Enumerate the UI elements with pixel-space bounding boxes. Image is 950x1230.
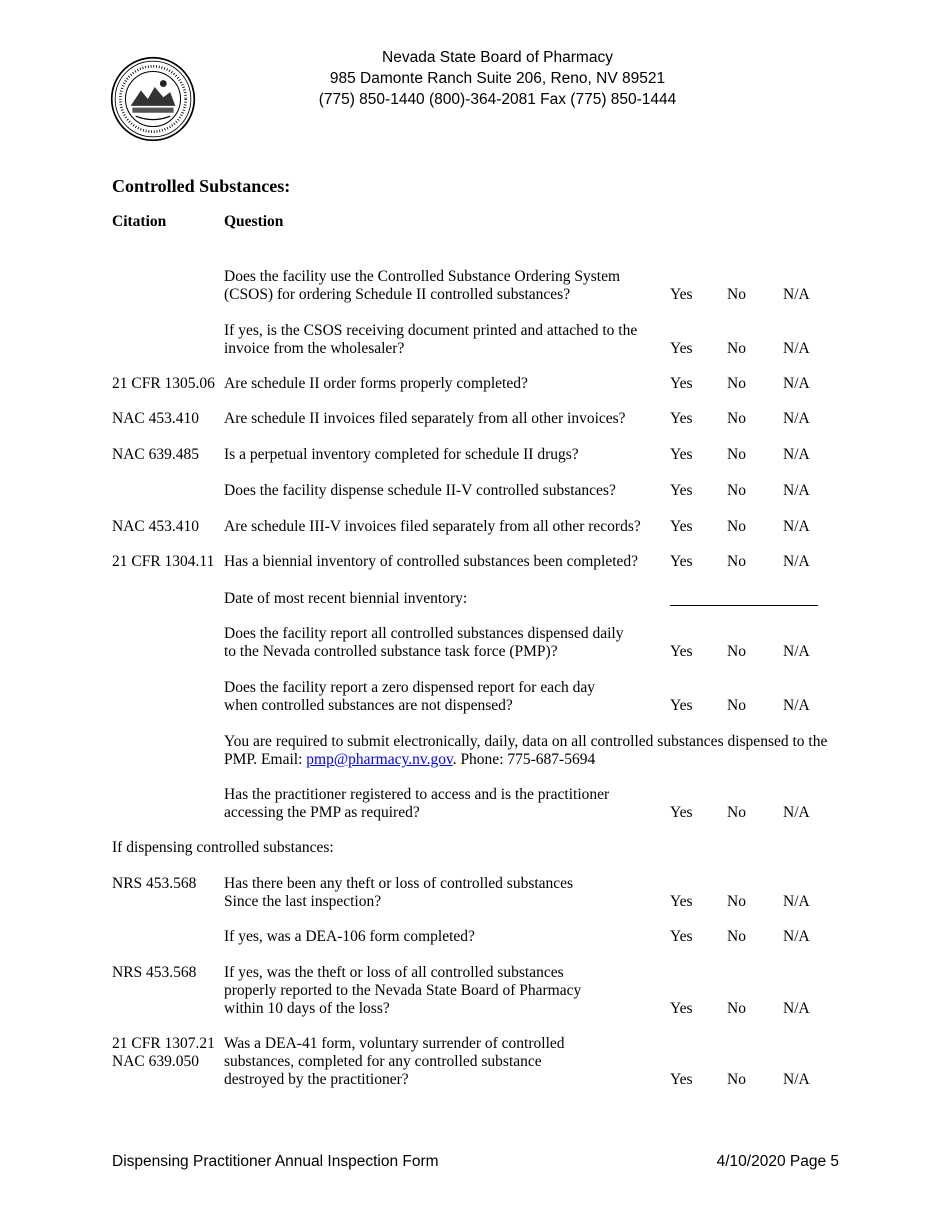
citation: 21 CFR 1305.06: [112, 375, 215, 392]
question-row: [0, 446, 950, 464]
question-row: [0, 410, 950, 428]
question-text: Does the facility report all controlled substances dispensed daily to the Nevada controlled substance task force (PMP)?: [224, 625, 624, 660]
citation: NAC 453.410: [112, 410, 199, 427]
yes-option[interactable]: Yes: [670, 928, 693, 945]
question-row: [0, 553, 950, 571]
yes-option[interactable]: Yes: [670, 804, 693, 821]
question-text: If yes, was a DEA-106 form completed?: [224, 928, 475, 945]
question-text: Does the facility dispense schedule II-V controlled substances?: [224, 482, 616, 499]
yes-option[interactable]: Yes: [670, 643, 693, 660]
yes-option[interactable]: Yes: [670, 375, 693, 392]
no-option[interactable]: No: [727, 375, 746, 392]
no-option[interactable]: No: [727, 518, 746, 535]
question-text: Date of most recent biennial inventory:: [224, 590, 468, 607]
question-row: [0, 375, 950, 393]
question-row: [0, 928, 950, 946]
citation: NAC 639.485: [112, 446, 199, 463]
yes-option[interactable]: Yes: [670, 1000, 693, 1017]
pmp-requirement-note: [0, 733, 950, 769]
note-text: You are required to submit electronically, daily, data on all controlled substances dispensed to the PMP. Email: pmp@pharmacy.nv.gov. Phone: 775-687-5694: [224, 733, 828, 768]
no-option[interactable]: No: [727, 410, 746, 427]
question-row: [0, 1035, 950, 1089]
na-option[interactable]: N/A: [783, 482, 810, 499]
yes-option[interactable]: Yes: [670, 410, 693, 427]
question-row: [0, 786, 950, 822]
no-option[interactable]: No: [727, 1071, 746, 1088]
yes-option[interactable]: Yes: [670, 1071, 693, 1088]
question-text: Are schedule II order forms properly completed?: [224, 375, 528, 392]
dispensing-subheading: If dispensing controlled substances:: [112, 839, 334, 856]
na-option[interactable]: N/A: [783, 1071, 810, 1088]
pmp-email-link[interactable]: pmp@pharmacy.nv.gov: [306, 751, 453, 768]
question-text: Are schedule II invoices filed separately from all other invoices?: [224, 410, 626, 427]
no-option[interactable]: No: [727, 286, 746, 303]
na-option[interactable]: N/A: [783, 446, 810, 463]
question-row: [0, 268, 950, 304]
biennial-inventory-date-field[interactable]: [670, 588, 818, 606]
na-option[interactable]: N/A: [783, 697, 810, 714]
question-text: If yes, was the theft or loss of all controlled substances properly reported to the Nevada State Board of Pharmacy within 10 days of the loss?: [224, 964, 582, 1017]
question-text: Has the practitioner registered to access and is the practitioner accessing the PMP as required?: [224, 786, 610, 821]
na-option[interactable]: N/A: [783, 286, 810, 303]
board-phone: (775) 850-1440 (800)-364-2081 Fax (775) 850-1444: [318, 91, 677, 108]
na-option[interactable]: N/A: [783, 804, 810, 821]
na-option[interactable]: N/A: [783, 410, 810, 427]
question-text: Does the facility report a zero dispensed report for each day when controlled substances are not dispensed?: [224, 679, 595, 714]
question-row: [0, 518, 950, 536]
question-text: Is a perpetual inventory completed for schedule II drugs?: [224, 446, 579, 463]
question-row: [0, 679, 950, 715]
yes-option[interactable]: Yes: [670, 482, 693, 499]
question-text: Does the facility use the Controlled Substance Ordering System (CSOS) for ordering Schedule II controlled substances?: [224, 268, 621, 303]
question-row: [0, 482, 950, 500]
footer-date-page: 4/10/2020 Page 5: [716, 1153, 839, 1170]
yes-option[interactable]: Yes: [670, 553, 693, 570]
no-option[interactable]: No: [727, 340, 746, 357]
no-option[interactable]: No: [727, 928, 746, 945]
na-option[interactable]: N/A: [783, 1000, 810, 1017]
question-column-header: Question: [224, 213, 284, 230]
citation: NAC 453.410: [112, 518, 199, 535]
yes-option[interactable]: Yes: [670, 446, 693, 463]
letterhead: [0, 47, 950, 110]
na-option[interactable]: N/A: [783, 375, 810, 392]
citation: 21 CFR 1307.21 NAC 639.050: [112, 1035, 215, 1070]
citation: NRS 453.568: [112, 964, 197, 981]
question-text: If yes, is the CSOS receiving document printed and attached to the invoice from the wholesaler?: [224, 322, 638, 357]
question-text: Has there been any theft or loss of controlled substances Since the last inspection?: [224, 875, 574, 910]
no-option[interactable]: No: [727, 643, 746, 660]
yes-option[interactable]: Yes: [670, 697, 693, 714]
no-option[interactable]: No: [727, 697, 746, 714]
citation-column-header: Citation: [112, 213, 167, 230]
no-option[interactable]: No: [727, 446, 746, 463]
section-title: Controlled Substances:: [112, 176, 291, 196]
na-option[interactable]: N/A: [783, 553, 810, 570]
no-option[interactable]: No: [727, 1000, 746, 1017]
no-option[interactable]: No: [727, 482, 746, 499]
question-row: [0, 590, 950, 608]
yes-option[interactable]: Yes: [670, 893, 693, 910]
no-option[interactable]: No: [727, 804, 746, 821]
yes-option[interactable]: Yes: [670, 340, 693, 357]
na-option[interactable]: N/A: [783, 643, 810, 660]
question-row: [0, 875, 950, 911]
question-row: [0, 625, 950, 661]
na-option[interactable]: N/A: [783, 340, 810, 357]
board-address: 985 Damonte Ranch Suite 206, Reno, NV 89521: [329, 70, 666, 87]
question-text: Are schedule III-V invoices filed separately from all other records?: [224, 518, 641, 535]
question-row: [0, 322, 950, 358]
board-name: Nevada State Board of Pharmacy: [382, 49, 613, 66]
no-option[interactable]: No: [727, 553, 746, 570]
yes-option[interactable]: Yes: [670, 286, 693, 303]
question-row: [0, 964, 950, 1018]
na-option[interactable]: N/A: [783, 893, 810, 910]
no-option[interactable]: No: [727, 893, 746, 910]
citation: 21 CFR 1304.11: [112, 553, 215, 570]
yes-option[interactable]: Yes: [670, 518, 693, 535]
citation: NRS 453.568: [112, 875, 197, 892]
question-text: Was a DEA-41 form, voluntary surrender of controlled substances, completed for any controlled substance destroyed by the practitioner?: [224, 1035, 565, 1088]
footer-form-title: Dispensing Practitioner Annual Inspection Form: [112, 1153, 439, 1170]
na-option[interactable]: N/A: [783, 518, 810, 535]
na-option[interactable]: N/A: [783, 928, 810, 945]
question-text: Has a biennial inventory of controlled substances been completed?: [224, 553, 639, 570]
